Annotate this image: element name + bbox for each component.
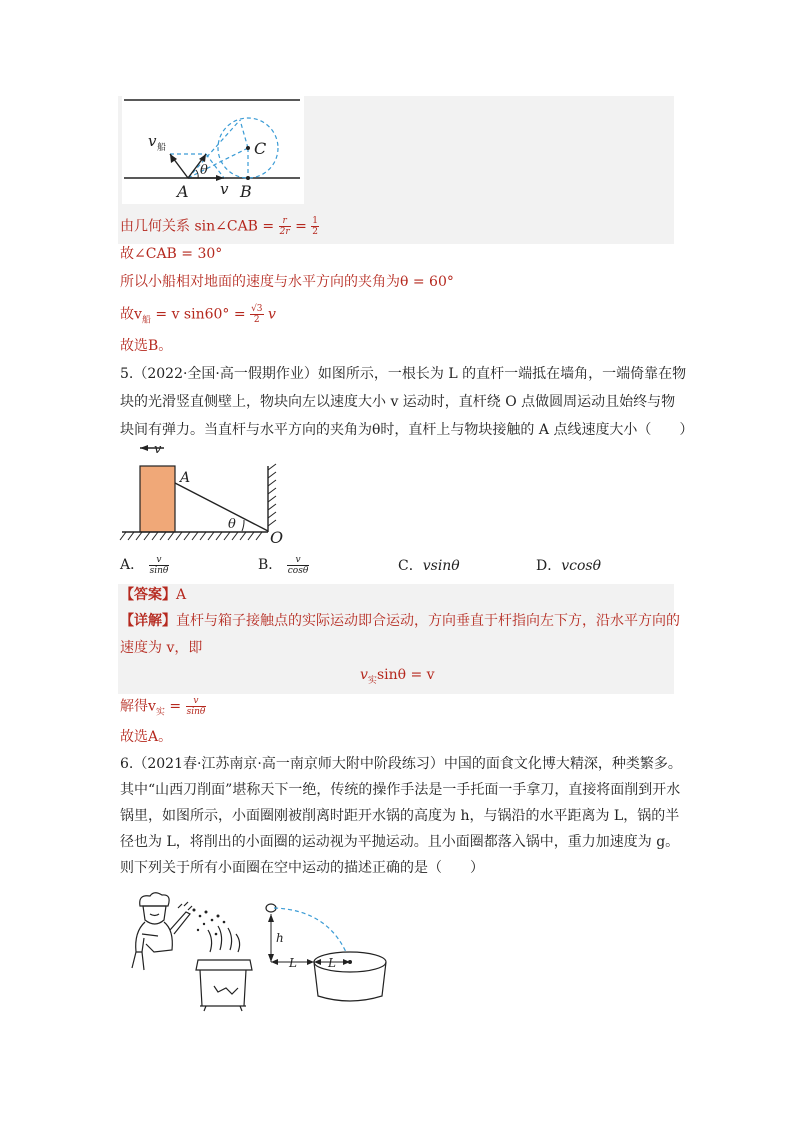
boat-velocity-figure xyxy=(122,96,304,204)
option-text: vcosθ xyxy=(561,558,602,574)
label-h: h xyxy=(276,931,284,945)
detail-line2: 速度为 v，即 xyxy=(120,640,203,656)
label-v-boat-sub: 船 xyxy=(157,143,167,153)
frac-num: √3 xyxy=(251,304,263,314)
frac-den: cosθ xyxy=(287,565,309,576)
option-b[interactable] xyxy=(258,554,309,576)
question5-line2: 块的光滑竖直侧壁上，物块向左以速度大小 v 运动时，直杆绕 O 点做圆周运动且始终与物 xyxy=(120,394,676,410)
equation-rest: sinθ = v xyxy=(376,667,435,683)
equation-line xyxy=(360,665,435,691)
option-text: vsinθ xyxy=(422,558,460,574)
option-b-fraction xyxy=(287,555,310,576)
rod-block-figure xyxy=(118,440,288,546)
question6-line3: 锅里，如图所示，小面圈刚被削离时距开水锅的高度为 h，与锅沿的水平距离为 L，锅的半 xyxy=(120,808,680,824)
label-C: C xyxy=(254,139,267,158)
speed-mid: = v sin60° = xyxy=(155,306,246,323)
equals-sign: = xyxy=(295,218,307,235)
answer-tag: 【答案】 xyxy=(120,587,176,603)
frac-den: sinθ xyxy=(149,565,169,576)
frac-num: v xyxy=(149,555,170,566)
option-key: B． xyxy=(258,557,283,573)
label-L2: L xyxy=(328,956,336,970)
direction-line: 所以小船相对地面的速度与水平方向的夹角为θ = 60° xyxy=(120,274,454,290)
option-d[interactable] xyxy=(536,555,601,575)
frac-num: 1 xyxy=(312,216,319,226)
question6-line5: 则下列关于所有小面圈在空中运动的描述正确的是（ ） xyxy=(120,860,484,876)
label-theta: θ xyxy=(200,163,208,178)
question6-line4: 径也为 L，将削出的小面圈的运动视为平抛运动。且小面圈都落入锅中，重力加速度为 g。 xyxy=(120,834,680,850)
question6-line1: 6.（2021春·江苏南京·高一南京师大附中阶段练习）中国的面食文化博大精深，种类繁多。 xyxy=(120,756,682,772)
choice-line-5: 故选A。 xyxy=(120,729,173,745)
frac-den: 2r xyxy=(279,227,290,237)
frac-den: 2 xyxy=(253,315,260,325)
equation-sub: 实 xyxy=(367,675,377,686)
fraction-r-over-2r xyxy=(279,216,291,237)
noodle-projectile-figure xyxy=(262,896,392,1006)
label-v-boat: v xyxy=(148,132,157,150)
solve-eq: = xyxy=(169,698,182,715)
detail-text: 直杆与箱子接触点的实际运动即合运动，方向垂直于杆指向左下方，沿水平方向的 xyxy=(176,613,680,629)
answer-value: A xyxy=(176,587,187,603)
answer-line xyxy=(120,585,186,605)
label-B: B xyxy=(240,182,252,201)
question5-line1: 5.（2022·全国·高一假期作业）如图所示，一根长为 L 的直杆一端抵在墙角，一端倚靠在物 xyxy=(120,366,687,382)
speed-prefix: 故v xyxy=(120,306,142,323)
option-c[interactable] xyxy=(398,555,460,575)
label-theta-angle: θ xyxy=(228,517,236,532)
label-L1: L xyxy=(289,956,297,970)
fraction-one-half xyxy=(311,216,319,237)
choice-line-4: 故选B。 xyxy=(120,338,173,354)
geometry-text: 由几何关系 sin∠CAB = xyxy=(120,218,275,235)
solve-prefix: 解得v xyxy=(120,698,156,715)
label-A: A xyxy=(177,182,189,201)
question6-line2: 其中“山西刀削面”堪称天下一绝，传统的操作手法是一手托面一手拿刀，直接将面削到开水 xyxy=(120,782,681,798)
question5-line3: 块间有弹力。当直杆与水平方向的夹角为θ时，直杆上与物块接触的 A 点线速度大小（ ） xyxy=(120,422,694,438)
frac-den: sinθ xyxy=(186,707,206,717)
option-a[interactable] xyxy=(120,554,169,576)
speed-sub: 船 xyxy=(141,315,151,326)
frac-num: v xyxy=(287,555,310,566)
frac-num: v xyxy=(186,696,207,707)
angle-line: 故∠CAB = 30° xyxy=(120,246,223,262)
equation-v: v xyxy=(360,667,368,683)
solve-line xyxy=(120,696,206,722)
option-key: D． xyxy=(536,558,562,574)
option-a-fraction xyxy=(149,555,170,576)
speed-suffix: v xyxy=(267,306,276,323)
option-key: A． xyxy=(120,557,145,573)
speed-line xyxy=(120,304,276,330)
detail-tag: 【详解】 xyxy=(120,613,176,629)
frac-num: r xyxy=(279,216,291,227)
label-O-pivot: O xyxy=(270,528,284,546)
frac-den: 2 xyxy=(312,227,319,237)
geometry-line xyxy=(120,216,319,237)
label-A-point: A xyxy=(180,470,191,486)
chef-noodle-illustration xyxy=(128,890,268,1012)
label-v: v xyxy=(220,180,229,198)
fraction-root3-over-2 xyxy=(250,304,263,325)
solve-fraction xyxy=(186,696,207,717)
label-v-block: v xyxy=(154,441,162,457)
solve-sub: 实 xyxy=(155,707,165,718)
option-key: C． xyxy=(398,558,423,574)
detail-line1 xyxy=(120,611,680,631)
